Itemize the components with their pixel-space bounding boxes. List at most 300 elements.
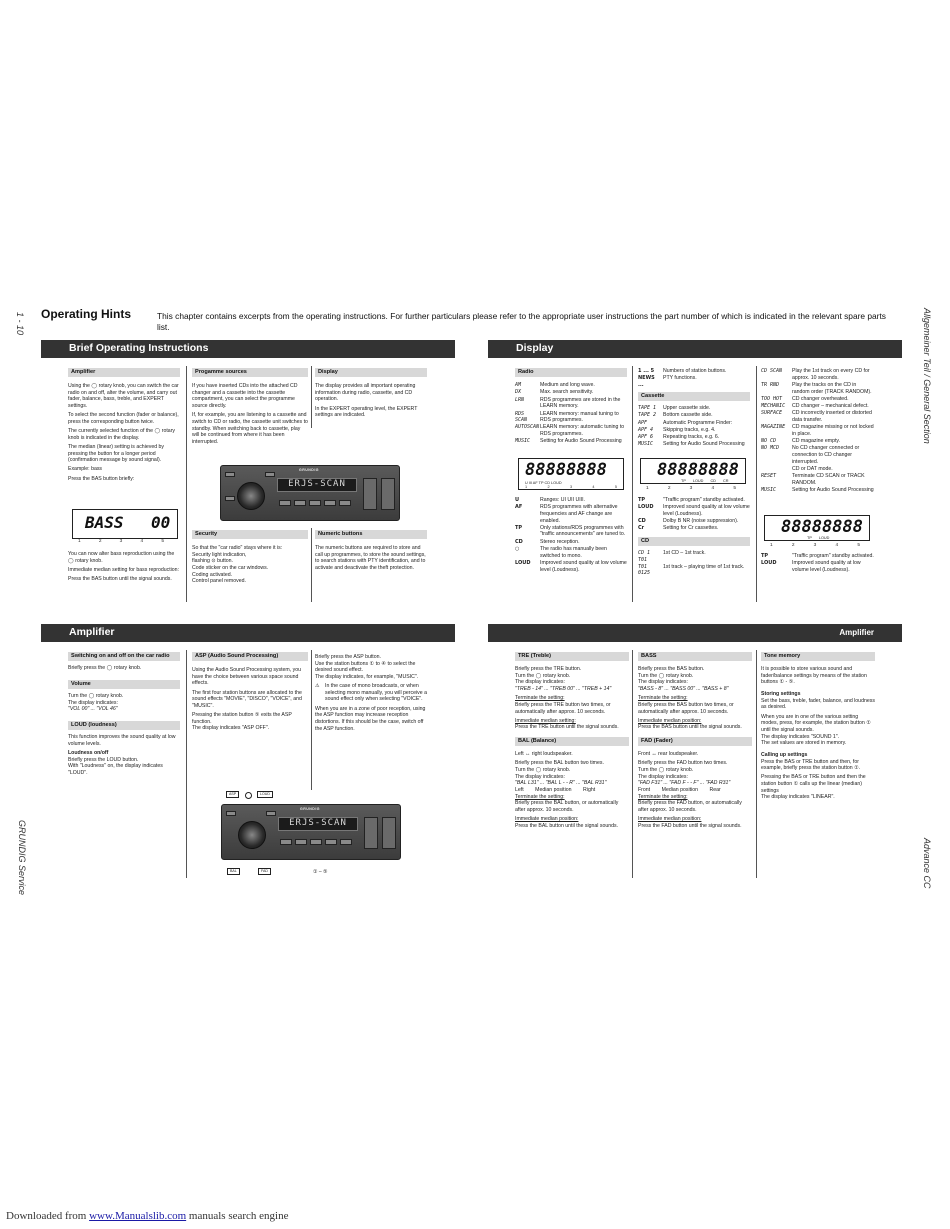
amp-bal-p5: "BAL L31" ... "BAL L - - R" ... "BAL R31" (515, 780, 607, 787)
download-footer (6, 1209, 288, 1223)
brief-security-column (192, 530, 308, 585)
brief-amplifier-column-b (68, 551, 180, 585)
display-radio-column-b (515, 497, 627, 573)
legend-key: ○ (515, 545, 520, 552)
lcd-num: 2 (667, 486, 671, 491)
amp-fad-p1: Front ↔ rear loudspeaker. (638, 751, 699, 758)
legend-value: CD incorrectly inserted or distorted data transfer. (792, 410, 872, 423)
amp-bass-p2: Turn the ◯ rotary knob. (638, 672, 694, 679)
station-button (310, 839, 322, 845)
legend-value: RDS programmes with alternative frequencies and AF change are enabled. (540, 504, 618, 524)
legend-key: AM (515, 382, 522, 389)
display-radio-heading: Radio (515, 368, 627, 377)
warning-icon: ⚠ (315, 683, 320, 690)
lcd-num: 3 (689, 486, 693, 491)
cd-lcd-segments: 88888888 (781, 517, 863, 537)
legend-key: TP (761, 553, 769, 559)
brief-amplifier-column (68, 368, 180, 485)
brief-security-l4: Coding activated. (192, 571, 233, 578)
page-number: 1 - 10 (15, 312, 25, 336)
display-middle-column-b (638, 497, 750, 576)
brief-security-heading: Security (192, 530, 308, 539)
rotary-knob-icon (237, 482, 265, 510)
station-button (309, 500, 321, 506)
legend-key: CD (515, 538, 523, 545)
display-cassette-heading: Cassette (638, 392, 750, 401)
amp-loud-p3: With "Loudness" on, the display indicates "LOUD". (68, 763, 163, 776)
lcd-bass-value: 00 (151, 513, 171, 532)
car-radio-illustration (220, 465, 400, 521)
brief-sources-column (192, 368, 308, 448)
amp-asp-p4: The display indicates "ASP OFF". (192, 725, 270, 732)
lcd-num: 5 (161, 539, 164, 544)
asp-button-label: ASP (226, 791, 239, 798)
amp-switching-p1: Briefly press the ◯ rotary knob. (68, 665, 142, 672)
legend-value: Only stations/RDS programmes with "traffic announcements" are tuned to. (540, 524, 626, 538)
amp-bal-u2: Immediate median position: (515, 816, 579, 823)
station-button (279, 500, 291, 506)
amp-bal-p1: Left ↔ right loudspeaker. (515, 751, 573, 758)
radio-lcd-numbers (525, 485, 617, 490)
cassette-legend-table (638, 405, 750, 448)
radio-brand-logo: GRUNDIG (299, 468, 320, 472)
legend-key: TAPE 1 (638, 405, 657, 412)
brief-sources-p2: If, for example, you are listening to a cassette and switch to CD or radio, the cassette unit switches to standby. When switching back to cassette, play will be continued from where it has been interrupted. (192, 412, 308, 445)
legend-value: No CD changer connected or connection to CD changer interrupted. (792, 445, 860, 465)
legend-key: DX (515, 389, 522, 396)
amp-tone-sub2: Calling up settings (761, 751, 808, 758)
legend-key: MUSIC (515, 438, 531, 445)
amp-fad-p8: Press the FAD button until the signal sounds. (638, 822, 742, 829)
cassette-lcd-indicators: TP LOUD CD CR (681, 479, 729, 483)
display-right-column-b (761, 553, 875, 574)
brief-amp-p7: You can now alter bass reproduction using the ◯ rotary knob. (68, 551, 175, 564)
legend-value: "Traffic program" standby activated. (663, 497, 745, 503)
radio-button (225, 496, 235, 501)
amp-fad-heading: FAD (Fader) (638, 737, 752, 746)
station-button (339, 500, 351, 506)
legend-value: Improved sound quality at low volume level (Loudness). (663, 504, 750, 517)
cassette-slot (363, 478, 377, 510)
radio-display: ERJS-SCAN (278, 817, 358, 831)
legend-key: Cr (638, 525, 645, 532)
legend-value: Repeating tracks, e.g. 6. (663, 434, 720, 441)
legend-key: TP (638, 497, 646, 503)
amp-bass-u1: Terminate the setting: (638, 695, 688, 702)
bal-button-label: BAL (227, 868, 240, 875)
legend-value: The radio has manually been switched to mono. (540, 545, 607, 559)
legend-value: CD changer – mechanical defect. (792, 403, 869, 410)
legend-value: Play the tracks on the CD in random order (TRACK RANDOM). (792, 381, 872, 395)
legend-key: AUTOSCAN (515, 424, 540, 431)
amp-bass-heading: BASS (638, 652, 752, 661)
legend-key: TR RND (761, 381, 780, 388)
legend-key: LRN (515, 396, 525, 403)
lcd-num: 5 (614, 485, 617, 489)
cd-lcd-indicators: TP LOUD (807, 536, 830, 540)
amp-tre-p5: Briefly press the TRE button two times, or automatically after approx. 10 seconds. (515, 701, 611, 715)
section-title-amplifier-right: Amplifier (839, 627, 874, 637)
legend-value: Ranges: UI UII UIII. (540, 497, 585, 503)
legend-key: CD SCAN (761, 368, 783, 374)
cd-indicator-table (761, 553, 875, 574)
legend-key: 1 ... 5 (638, 368, 655, 374)
amp-asp-p3: Pressing the station button ⑤ exits the ASP function. (192, 712, 292, 725)
amp-bass-p4: "BASS - 8" ... "BASS 00" ... "BASS + 8" (638, 686, 729, 693)
brief-amp-p2: To select the second function (fader or balance), press the corresponding button twice. (68, 412, 179, 425)
amp-volume-p1: Turn the ◯ rotary knob. (68, 692, 124, 699)
legend-value: CD changer overheated. (792, 395, 849, 402)
amp-tre-heading: TRE (Treble) (515, 652, 629, 661)
display-right-column (761, 368, 875, 494)
amp-fad-p3: Turn the ◯ rotary knob. (638, 767, 694, 774)
legend-key: APF 4 (638, 426, 654, 433)
brief-numeric-p1: The numeric buttons are required to store and call up programmes, to store the sound settings, to search stations with PTY identification, and to activate and deactivate the theft protection. (315, 545, 426, 572)
legend-key: LOUD (761, 560, 777, 567)
legend-value: Improved sound quality at low volume level (Loudness). (792, 560, 861, 573)
legend-value: Bottom cassette side. (663, 412, 713, 419)
section-bar-display (488, 340, 902, 358)
radio-display: ERJS-SCAN (277, 478, 357, 492)
legend-key: RDS SCAN (515, 410, 528, 423)
legend-value: Improved sound quality at low volume level (Loudness). (540, 559, 627, 573)
brief-sources-p1: If you have inserted CDs into the attached CD changer and a cassette into the cassette compartment, you can select the programme source directly. (192, 383, 298, 410)
amp-tre-p2: Turn the ◯ rotary knob. (515, 672, 571, 679)
brief-amp-p4: The median (linear) setting is achieved by pressing the button for a longer period (confirmation message by sound signal). (68, 443, 165, 464)
amp-bal-p8: Press the BAL button until the signal sounds. (515, 822, 619, 829)
lcd-num: 2 (547, 485, 550, 489)
brief-amp-p6: Press the BAS button briefly: (68, 475, 135, 482)
section-bar-amplifier-right (488, 624, 902, 642)
legend-value: CD magazine empty. (792, 438, 841, 445)
radio-indicator-table (515, 497, 627, 573)
amp-tone-p2: Set the bass, treble, fader, balance, and loudness as desired. (761, 697, 875, 711)
legend-value: Stereo reception. (540, 538, 580, 545)
legend-key: MUSIC (761, 487, 777, 494)
car-radio-diagram (221, 804, 401, 860)
radio-button (225, 472, 235, 477)
legend-value: Play the 1st track on every CD for approx. 10 seconds. (792, 368, 870, 381)
amp-asp-p1: Using the Audio Sound Processing system, you have the choice between various space sound effects. (192, 667, 301, 687)
column-divider (632, 650, 633, 878)
side-section-right: Allgemeiner Teil / General Section (922, 308, 932, 444)
amp-bass-p6: Press the BAS button until the signal sounds. (638, 724, 742, 731)
legend-key: SURFACE (761, 410, 783, 417)
lcd-num: 1 (770, 543, 773, 548)
brief-numeric-heading: Numeric buttons (315, 530, 427, 539)
station-button (280, 839, 292, 845)
column-divider (311, 528, 312, 602)
amp-tone-sub1: Storing settings (761, 691, 801, 698)
legend-value: RDS programmes are stored in the LEARN memory. (540, 396, 621, 410)
cassette-indicator-table (638, 497, 750, 532)
legend-key: AF (515, 504, 523, 511)
legend-value: 1st CD – 1st track. (663, 550, 706, 557)
lcd-num: 3 (813, 543, 817, 548)
cassette-lcd-segments: 88888888 (657, 460, 739, 480)
section-title-brief: Brief Operating Instructions (69, 342, 209, 355)
lcd-num: 4 (140, 539, 144, 544)
legend-key: MAGAZINE (761, 424, 786, 431)
legend-key: U (515, 497, 520, 503)
legend-value: Automatic Programme Finder: (663, 419, 733, 426)
amp-asp-column (192, 652, 308, 732)
radio-button (265, 472, 275, 477)
intro-text: This chapter contains excerpts from the operating instructions. For further particulars please refer to the appropriate user instructions the part number of which is indicated in the relevant spare parts list. (157, 311, 886, 332)
column-divider (311, 366, 312, 428)
station-legend-table (638, 368, 750, 388)
lcd-num: 3 (119, 539, 123, 544)
legend-key: TOO HOT (761, 395, 783, 402)
brief-display-p1: The display provides all important operating information during radio, cassette, and CD operation. (315, 383, 416, 403)
brief-amp-p5: Example: bass (68, 466, 103, 473)
lcd-num: 4 (711, 486, 715, 491)
amp-asp2-p3: The display indicates, for example, "MUSIC". (315, 673, 419, 680)
amp-volume-p3: "VOL 00" ... "VOL 46" (68, 706, 118, 713)
amp-fad-p5: "FAD F31" ... "FAD F - - F" ... "FAD R31" (638, 780, 731, 787)
column-divider (632, 366, 633, 602)
legend-key: NEWS ... (638, 375, 655, 388)
legend-value: Setting for Audio Sound Processing (540, 438, 622, 445)
legend-key: MUSIC (638, 441, 654, 448)
cd-changer-legend-table (761, 368, 875, 494)
legend-value: Setting for Cr cassettes. (663, 525, 719, 532)
legend-key: MECHANIC (761, 403, 786, 410)
station-button (324, 500, 336, 506)
brief-sources-heading: Progamme sources (192, 368, 308, 377)
legend-key: TAPE 2 (638, 412, 657, 419)
amp-asp-p2: The first four station buttons are allocated to the sound effects "MOVIE", "DISCO", "VOICE", and "MUSIC". (192, 689, 302, 709)
legend-value: Skipping tracks, e.g. 4. (663, 426, 716, 433)
lcd-num: 5 (857, 543, 860, 548)
legend-value: Setting for Audio Sound Processing (663, 441, 745, 448)
radio-brand-logo: GRUNDIG (300, 807, 321, 811)
lcd-num: 4 (592, 485, 595, 489)
legend-key: RESET (761, 473, 777, 480)
legend-value: Medium and long wave. (540, 382, 595, 389)
radio-legend-table (515, 382, 627, 445)
legend-key: NO CD (761, 438, 777, 445)
amp-bass-u2: Immediate median position: (638, 717, 702, 724)
amp-tone-heading: Tone memory (761, 652, 875, 661)
amp-tone-p8: The display indicates "LINEAR". (761, 794, 835, 801)
lcd-num: 2 (791, 543, 795, 548)
fad-button-label: FAD (258, 868, 271, 875)
column-divider (186, 366, 187, 602)
station-button (294, 500, 306, 506)
lcd-num: 1 (78, 539, 81, 544)
amp-bass-p5: Briefly press the BAS button two times, or automatically after approx. 10 seconds. (638, 701, 734, 715)
legend-value: 1st track – playing time of 1st track. (663, 563, 745, 570)
legend-value: CD or DAT mode. (792, 465, 833, 472)
amp-loud-sub: Loudness on/off (68, 749, 109, 756)
amp-tone-p4: The display indicates "SOUND 1". (761, 733, 840, 740)
amp-fad-u1: Terminate the setting: (638, 793, 688, 800)
knob-icon (245, 792, 252, 799)
brief-security-l1: Security light indication, (192, 551, 247, 558)
eject-button (382, 817, 396, 849)
lcd-num: 4 (835, 543, 839, 548)
cd-lcd-display (764, 515, 870, 541)
amp-switching-heading: Switching on and off on the car radio (68, 652, 180, 661)
lcd-bass-text: BASS (85, 513, 124, 532)
amp-fad-p7: Briefly press the FAD button, or automatically after approx. 10 seconds. (638, 800, 742, 813)
amp-asp2-column (315, 654, 427, 735)
eject-button (381, 478, 395, 510)
amp-bass-p3: The display indicates: (638, 679, 688, 686)
legend-value: Dolby B NR (noise suppression). (663, 518, 739, 525)
column-divider (756, 366, 757, 602)
amp-bal-p3: Turn the ◯ rotary knob. (515, 767, 571, 774)
legend-key: NO MCD (761, 445, 780, 452)
brief-security-l2: flashing ⊙ button. (192, 558, 233, 565)
section-bar-brief (41, 340, 455, 358)
amp-loud-heading: LOUD (loudness) (68, 721, 180, 730)
amp-tre-p1: Briefly press the TRE button. (515, 666, 582, 673)
amp-tre-u2: Immediate median setting: (515, 717, 576, 724)
amp-bal-heading: BAL (Balance) (515, 737, 629, 746)
station-range-label: ① – ⑤ (313, 869, 328, 875)
cd-legend-table (638, 550, 750, 576)
column-divider (186, 650, 187, 878)
amp-bal-u1: Terminate the setting: (515, 793, 565, 800)
station-button (325, 839, 337, 845)
amp-tone-column (761, 652, 875, 801)
legend-value: PTY functions. (663, 375, 697, 382)
lcd-num: 2 (98, 539, 102, 544)
cassette-lcd-numbers (646, 486, 736, 492)
amp-tone-p7: Pressing the BAS or TRE button and then the station button ① calls up the linear (median) settings (761, 774, 866, 794)
amp-left-column (68, 652, 180, 777)
legend-value: Numbers of station buttons. (663, 368, 727, 374)
legend-value: "Traffic program" standby activated. (792, 553, 874, 559)
legend-value: Upper cassette side. (663, 405, 711, 412)
legend-value: CD magazine missing or not locked in place. (792, 424, 874, 437)
radio-lcd-segments: 88888888 (525, 460, 607, 480)
brief-security-l5: Control panel removed. (192, 578, 246, 585)
legend-key: T01 0125 (638, 563, 651, 576)
legend-value: Terminate CD SCAN or TRACK RANDOM. (792, 473, 865, 486)
amp-fad-p2: Briefly press the FAD button two times. (638, 760, 728, 767)
display-cd-heading: CD (638, 537, 750, 546)
legend-value: Setting for Audio Sound Processing (792, 487, 874, 494)
legend-key: CD (638, 518, 646, 525)
legend-key: LOUD (515, 559, 531, 566)
radio-lcd-indicators: U III AF TP CD LOUD (525, 481, 562, 485)
amp-bal-p7: Briefly press the BAL button, or automatically after approx. 10 seconds. (515, 800, 619, 813)
column-divider (756, 650, 757, 878)
brief-security-p1: So that the "car radio" stays where it is: (192, 545, 283, 552)
lcd-num: 1 (525, 485, 528, 489)
display-radio-column (515, 368, 627, 445)
page-title: Operating Hints (41, 307, 132, 321)
radio-lcd-display (518, 458, 624, 490)
amp-volume-p2: The display indicates: (68, 699, 118, 706)
brief-amp-p1: Using the ◯ rotary knob, you can switch the car radio on and off, alter the volume, and carry out fader, balance, bass, treble, and EXPERT settings. (68, 383, 179, 410)
radio-button (226, 811, 236, 816)
section-title-amplifier: Amplifier (69, 626, 115, 639)
brief-display-heading: Display (315, 368, 427, 377)
amp-asp2-p5: When you are in a zone of poor reception, using the ASP function may increase reception distortions. If this should be the case, switch off the ASP function. (315, 705, 426, 732)
amp-tone-p5: The set values are stored in memory. (761, 740, 847, 747)
amp-asp2-p4 (315, 683, 427, 703)
footer-suffix: manuals search engine (186, 1210, 289, 1222)
amp-bal-p2: Briefly press the BAL button two times. (515, 760, 604, 767)
amp-bal-p6: Left Median position Right (515, 787, 596, 793)
amp-fad-p6: Front Median position Rear (638, 787, 721, 793)
cassette-lcd-display (640, 458, 746, 484)
legend-key: APF (638, 419, 648, 426)
brief-amp-p8: Immediate median setting for bass reproduction: (68, 566, 180, 573)
legend-value: LEARN memory: automatic tuning to RDS programmes. (540, 424, 625, 438)
bass-lcd-numbers (78, 539, 164, 545)
amp-bass-p1: Briefly press the BAS button. (638, 666, 705, 673)
amp-volume-heading: Volume (68, 680, 180, 689)
section-bar-amplifier (41, 624, 455, 642)
brief-amp-p3: The currently selected function of the ◯ rotary knob is indicated in the display. (68, 428, 176, 441)
amp-tone-p3: When you are in one of the various setting modes, press, for example, the station button ① until the signal sounds. (761, 713, 871, 733)
section-title-display: Display (516, 342, 554, 355)
amp-fad-p4: The display indicates: (638, 773, 688, 780)
legend-key (761, 466, 789, 473)
amp-asp2-p1: Briefly press the ASP button. (315, 654, 381, 660)
amp-bal-p4: The display indicates: (515, 773, 565, 780)
side-brand-left: GRUNDIG Service (17, 820, 27, 896)
legend-key: LOUD (638, 504, 654, 511)
amp-loud-p2: Briefly press the LOUD button. (68, 756, 139, 763)
amp-tre-p3: The display indicates: (515, 679, 565, 686)
amp-tre-p6: Press the TRE button until the signal sounds. (515, 724, 619, 731)
lcd-num: 1 (646, 486, 649, 491)
amp-asp-heading: ASP (Audio Sound Processing) (192, 652, 308, 661)
brief-display-column (315, 368, 427, 421)
amp-tre-column (515, 652, 629, 832)
radio-button (266, 811, 276, 816)
station-button (295, 839, 307, 845)
brief-security-l3: Code sticker on the car windows. (192, 565, 269, 572)
brief-amplifier-heading: Amplifier (68, 368, 180, 377)
amp-tre-p4: "TREB - 14" ... "TREB 00" ... "TREB + 14" (515, 686, 612, 693)
amp-tre-u1: Terminate the setting: (515, 695, 565, 702)
legend-key: CD 1 T01 (638, 550, 651, 563)
cd-lcd-numbers (770, 543, 860, 549)
amp-bass-column (638, 652, 752, 832)
amp-asp2-p2: Use the station buttons ① to ④ to select the desired sound effect. (315, 660, 416, 674)
brief-display-p2: In the EXPERT operating level, the EXPERT settings are indicated. (315, 405, 418, 419)
display-middle-column (638, 368, 750, 448)
rotary-knob-icon (238, 821, 266, 849)
brief-amp-p9: Press the BAS button until the signal sounds. (68, 575, 172, 582)
manualslib-link[interactable]: www.Manualslib.com (89, 1210, 187, 1222)
amp-fad-u2: Immediate median position: (638, 816, 702, 823)
cassette-slot (364, 817, 378, 849)
station-button (340, 839, 352, 845)
amp-asp2-p4-text: In the case of mono broadcasts, or when selecting mono manually, you will perceive a sound effect only when selecting "VOICE". (325, 683, 427, 703)
amp-tone-p6: Press the BAS or TRE button and then, for example, briefly press the station button ①. (761, 758, 861, 772)
column-divider (311, 650, 312, 790)
amp-tone-p1: It is possible to store various sound and fader/balance settings by means of the station buttons ① - ⑤. (761, 666, 867, 686)
side-model-right: Advance CC (922, 838, 932, 889)
legend-key: TP (515, 524, 523, 531)
loud-button-label: LOUD (257, 791, 273, 798)
lcd-num: 5 (733, 486, 736, 491)
footer-prefix: Downloaded from (6, 1210, 90, 1222)
legend-value: Max. search sensitivity. (540, 389, 594, 396)
amp-loud-p1: This function improves the sound quality at low volume levels. (68, 734, 176, 747)
brief-numeric-column (315, 530, 427, 574)
legend-value: LEARN memory: manual tuning to RDS programmes. (540, 410, 619, 424)
legend-key: APF 6 (638, 434, 654, 441)
